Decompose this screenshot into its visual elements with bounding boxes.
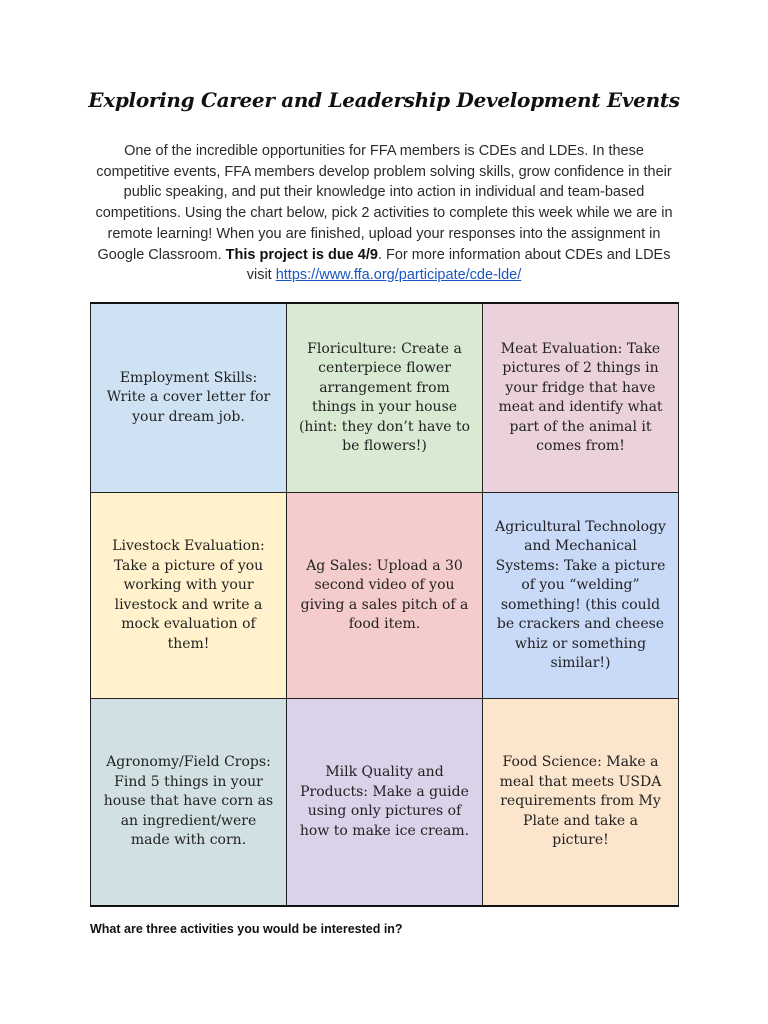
grid-row	[91, 699, 679, 907]
meat-evaluation-cell: Meat Evaluation: Take pictures of 2 things in your fridge that have meat and identify what part of the animal it comes from!	[483, 303, 679, 493]
intro-paragraph	[88, 141, 680, 286]
milk-quality-cell: Milk Quality and Products: Make a guide using only pictures of how to make ice cream.	[287, 699, 483, 907]
activity-grid	[90, 302, 679, 907]
intro-text: One of the incredible opportunities for FFA members is CDEs and LDEs. In these competitive events, FFA members develop problem solving skills, grow confidence in their public speaking, and put their knowledge into action in individual and team-based competitions. Using the chart below, pick 2 activities to complete this week while we are in remote learning! When you are finished, upload your responses into the assignment in Google Classroom.	[95, 143, 673, 263]
cde-lde-link[interactable]: https://www.ffa.org/participate/cde-lde/	[275, 267, 522, 284]
grid-row	[91, 493, 679, 699]
agronomy-cell: Agronomy/Field Crops: Find 5 things in your house that have corn as an ingredient/were made with corn.	[91, 699, 287, 907]
ag-sales-cell: Ag Sales: Upload a 30 second video of you giving a sales pitch of a food item.	[287, 493, 483, 699]
page-title: Exploring Career and Leadership Development Events	[88, 88, 680, 112]
floriculture-cell: Floriculture: Create a centerpiece flower arrangement from things in your house (hint: they don’t have to be flowers!)	[287, 303, 483, 493]
employment-skills-cell: Employment Skills: Write a cover letter for your dream job.	[91, 303, 287, 493]
question-prompt: What are three activities you would be interested in?	[90, 922, 403, 936]
intro-text-more: . For more information about CDEs and LDEs visit	[246, 246, 671, 284]
grid-row	[91, 303, 679, 493]
ag-technology-cell: Agricultural Technology and Mechanical Systems: Take a picture of you “welding” something! (this could be crackers and cheese whiz or something similar!)	[483, 493, 679, 699]
food-science-cell: Food Science: Make a meal that meets USDA requirements from My Plate and take a picture!	[483, 699, 679, 907]
livestock-evaluation-cell: Livestock Evaluation: Take a picture of you working with your livestock and write a mock evaluation of them!	[91, 493, 287, 699]
due-date-notice: This project is due 4/9	[225, 246, 378, 263]
